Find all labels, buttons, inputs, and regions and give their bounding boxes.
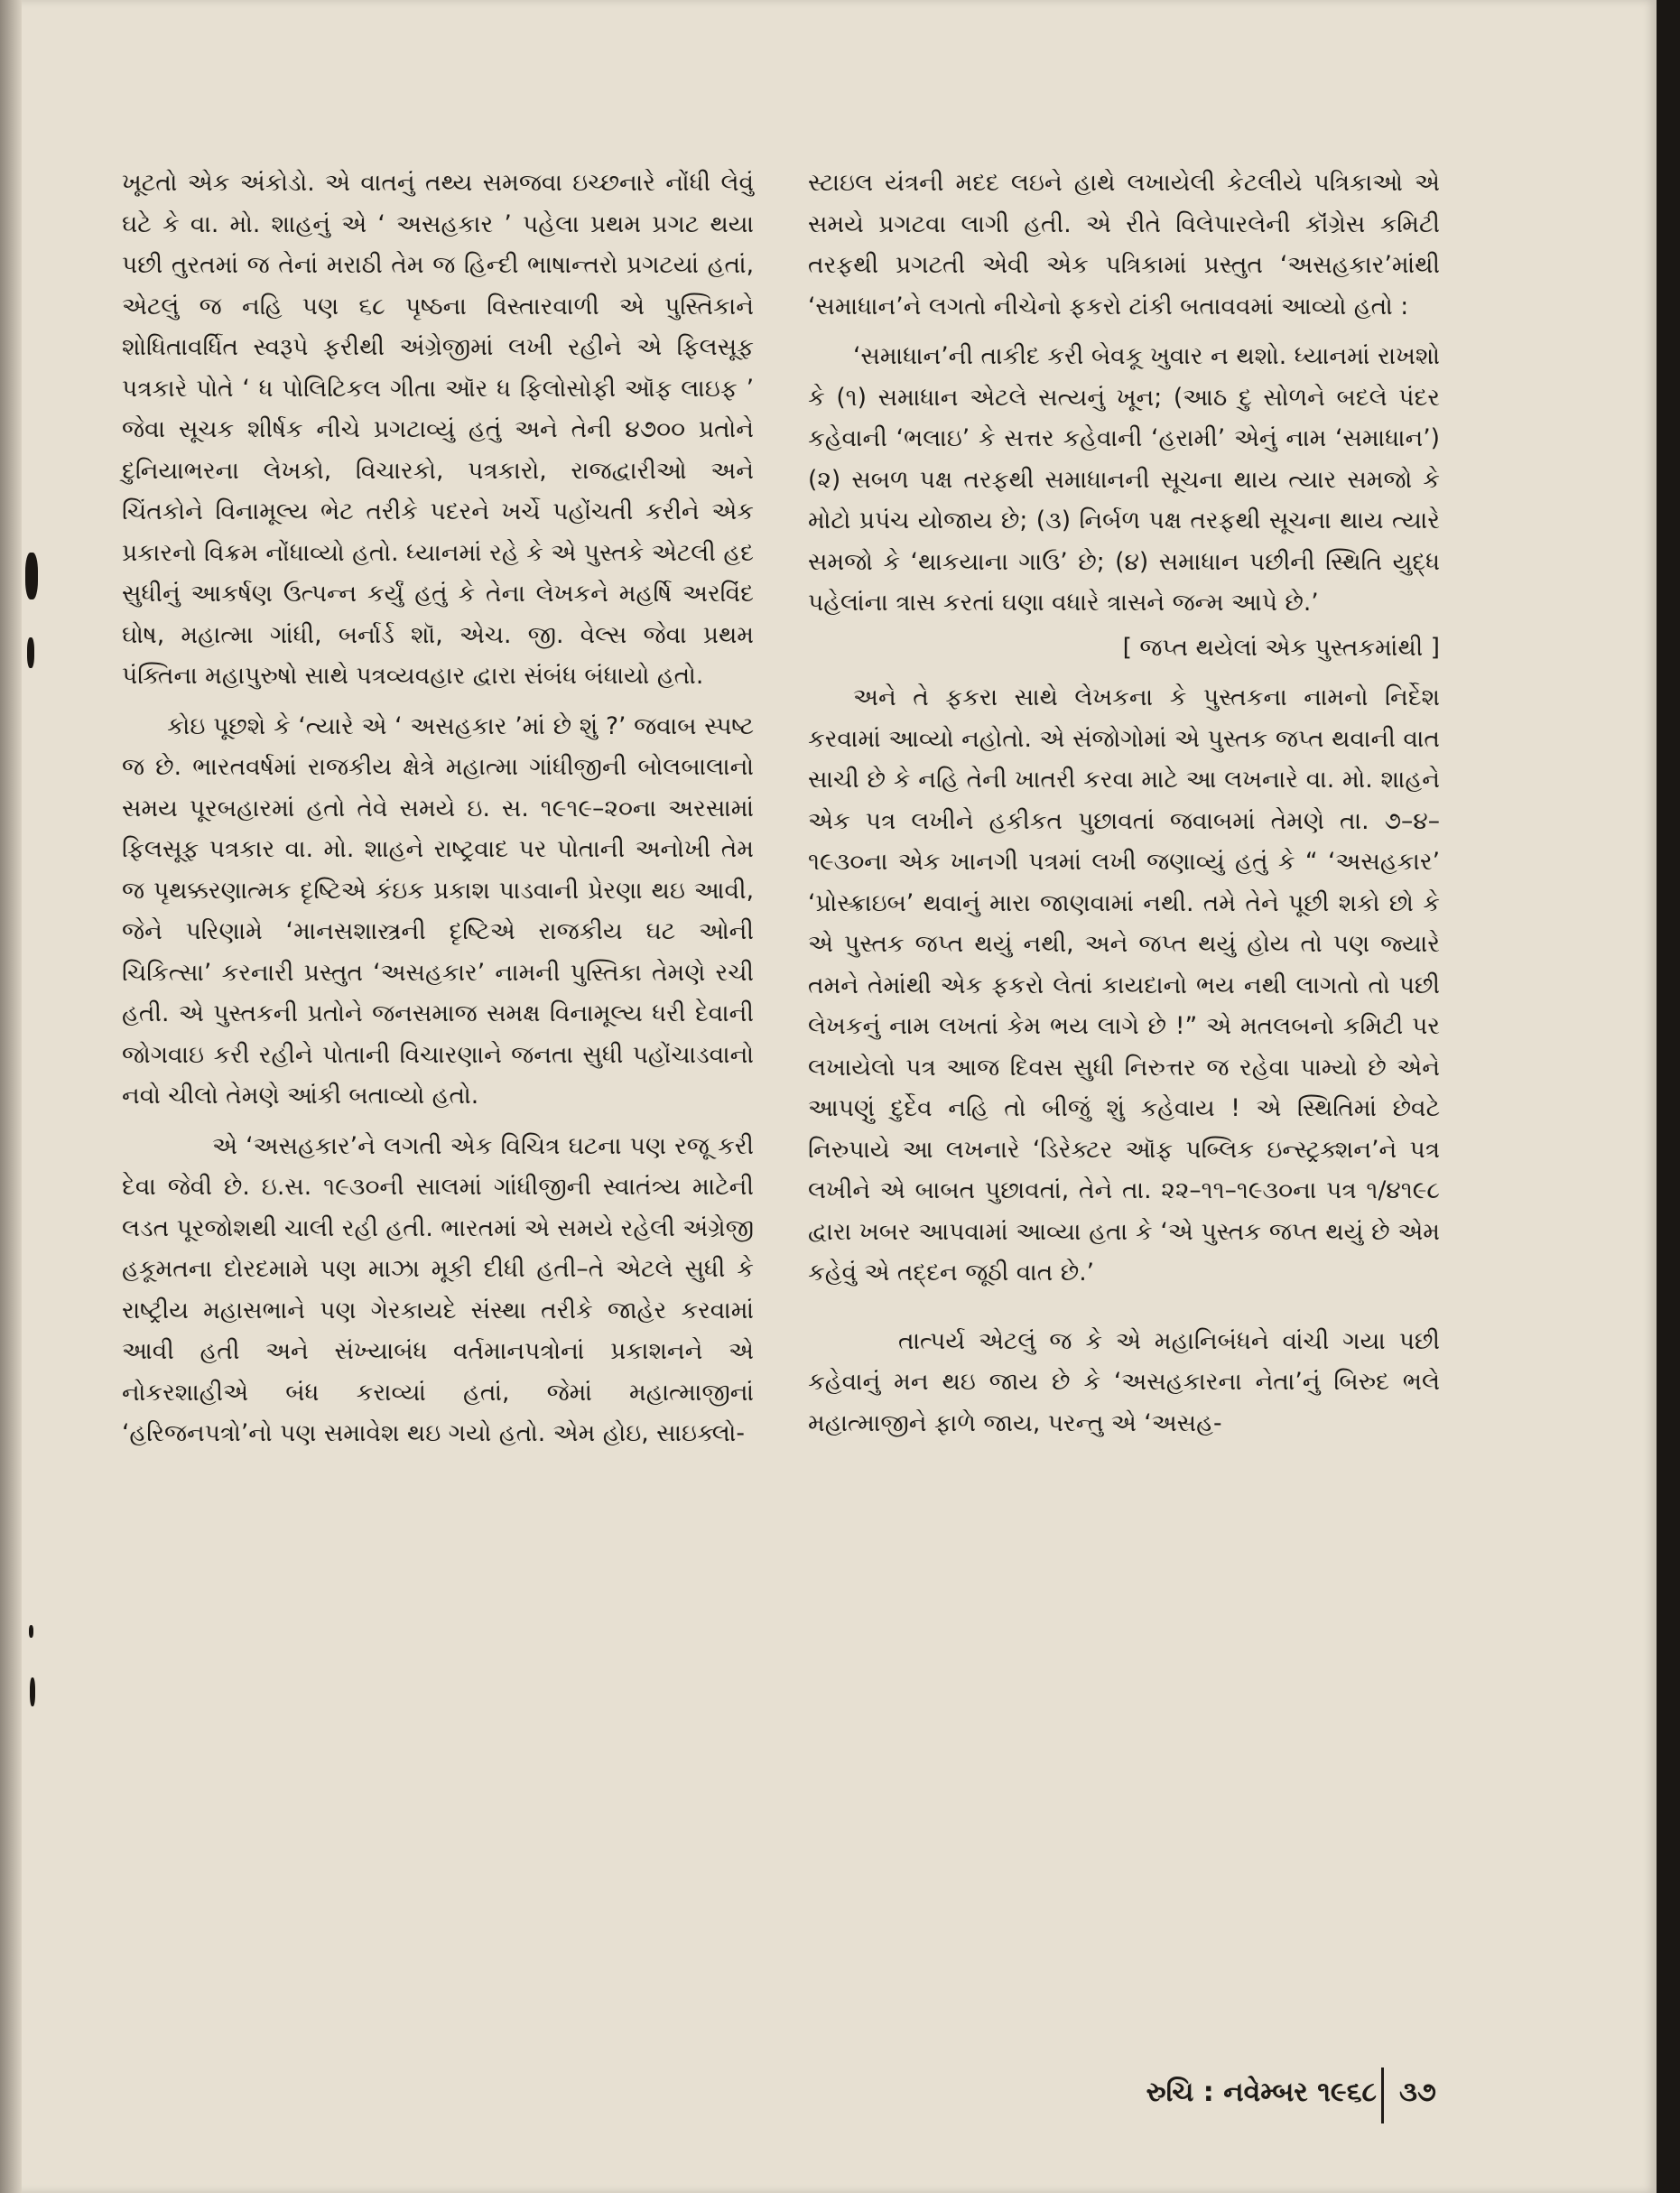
left-text-column [122,163,754,1454]
paragraph: ખૂટતો એક અંકોડો. એ વાતનું તથ્ય સમજવા ઇચ્છનારે નોંધી લેવું ઘટે કે વા. મો. શાહનું એ ‘ અસહકાર ’ પહેલા પ્રથમ પ્રગટ થયા પછી તુરતમાં જ તેનાં મરાઠી તેમ જ હિન્દી ભાષાન્તરો પ્રગટયાં હતાં, એટલું જ નહિ પણ ૬૮ પૃષ્ઠના વિસ્તારવાળી એ પુસ્તિકાને શોધિતાવર્ધિત સ્વરૂપે ફરીથી અંગ્રેજીમાં લખી રહીને એ ફિલસૂફ પત્રકારે પોતે ‘ ધ પોલિટિકલ ગીતા ઑર ધ ફિલોસોફી ઑફ લાઇફ ’ જેવા સૂચક શીર્ષક નીચે પ્રગટાવ્યું હતું અને તેની ૪૭૦૦ પ્રતોને દુનિયાભરના લેખકો, વિચારકો, પત્રકારો, રાજદ્વારીઓ અને ચિંતકોને વિનામૂલ્ય ભેટ તરીકે પદરને ખર્ચે પહોંચતી કરીને એક પ્રકારનો વિક્રમ નોંધાવ્યો હતો. ધ્યાનમાં રહે કે એ પુસ્તકે એટલી હદ સુધીનું આકર્ષણ ઉત્પન્ન કર્યું હતું કે તેના લેખકને મહર્ષિ અરવિંદ ઘોષ, મહાત્મા ગાંધી, બર્નાર્ડ શૉ, એચ. જી. વેલ્સ જેવા પ્રથમ પંક્તિના મહાપુરુષો સાથે પત્રવ્યવહાર દ્વારા સંબંધ બંધાયો હતો. [122,169,754,690]
paragraph: એ ‘અસહકાર’ને લગતી એક વિચિત્ર ઘટના પણ રજૂ કરી દેવા જેવી છે. ઇ.સ. ૧૯૩૦ની સાલમાં ગાંધીજીની સ્વાતંત્ર્ય માટેની લડત પૂરજોશથી ચાલી રહી હતી. ભારતમાં એ સમયે રહેલી અંગ્રેજી હકૂમતના દોરદમામે પણ માઝા મૂકી દીધી હતી–તે એટલે સુધી કે રાષ્ટ્રીય મહાસભાને પણ ગેરકાયદે સંસ્થા તરીકે જાહેર કરવામાં આવી હતી અને સંખ્યાબંધ વર્તમાનપત્રોનાં પ્રકાશનને એ નોકરશાહીએ બંધ કરાવ્યાં હતાં, જેમાં મહાત્માજીનાં ‘હરિજનપત્રો’નો પણ સમાવેશ થઇ ગયો હતો. એમ હોઇ, સાઇક્લો- [122,1131,754,1447]
paragraph: કોઇ પૂછશે કે ‘ત્યારે એ ‘ અસહકાર ’માં છે શું ?’ જવાબ સ્પષ્ટ જ છે. ભારતવર્ષમાં રાજકીય ક્ષેત્રે મહાત્મા ગાંધીજીની બોલબાલાનો સમય પૂરબહારમાં હતો તેવે સમયે ઇ. સ. ૧૯૧૯–૨૦ના અરસામાં ફિલસૂફ પત્રકાર વા. મો. શાહને રાષ્ટ્રવાદ પર પોતાની અનોખી તેમ જ પૃથક્કરણાત્મક દૃષ્ટિએ કંઇક પ્રકાશ પાડવાની પ્રેરણા થઇ આવી, જેને પરિણામે ‘માનસશાસ્ત્રની દૃષ્ટિએ રાજકીય ઘટ ઓની ચિકિત્સા’ કરનારી પ્રસ્તુત ‘અસહકાર’ નામની પુસ્તિકા તેમણે રચી હતી. એ પુસ્તકની પ્રતોને જનસમાજ સમક્ષ વિનામૂલ્ય ધરી દેવાની જોગવાઇ કરી રહીને પોતાની વિચારણાને જનતા સુધી પહોંચાડવાનો નવો ચીલો તેમણે આંકી બતાવ્યો હતો. [122,711,754,1110]
margin-ink-mark [29,1625,33,1638]
footer-divider [1381,2068,1384,2123]
margin-ink-mark [25,553,38,599]
margin-ink-mark [27,637,34,668]
block-quote: ‘સમાધાન’ની તાકીદ કરી બેવકૂ ખુવાર ન થશો. ધ્યાનમાં રાખશો કે (૧) સમાધાન એટલે સત્યનું ખૂન; (આઠ દુ સોળને બદલે પંદર કહેવાની ‘ભલાઇ’ કે સત્તર કહેવાની ‘હરામી’ એનું નામ ‘સમાધાન’) (૨) સબળ પક્ષ તરફથી સમાધાનની સૂચના થાય ત્યાર સમજો કે મોટો પ્રપંચ યોજાય છે; (૩) નિર્બળ પક્ષ તરફથી સૂચના થાય ત્યારે સમજો કે ‘થાકયાના ગાઉ’ છે; (૪) સમાધાન પછીની સ્થિતિ યુદ્ધ પહેલાંના ત્રાસ કરતાં ઘણા વધારે ત્રાસને જન્મ આપે છે.’ [808,342,1440,617]
margin-ink-mark [30,1677,35,1706]
paragraph: તાત્પર્ય એટલું જ કે એ મહાનિબંધને વાંચી ગયા પછી કહેવાનું મન થઇ જાય છે કે ‘અસહકારના નેતા’નું બિરુદ ભલે મહાત્માજીને ફાળે જાય, પરન્તુ એ ‘અસહ- [808,1326,1440,1437]
paragraph: સ્ટાઇલ યંત્રની મદદ લઇને હાથે લખાયેલી કેટલીયે પત્રિકાઓ એ સમયે પ્રગટવા લાગી હતી. એ રીતે વિલેપારલેની કૉંગ્રેસ કમિટી તરફથી પ્રગટતી એવી એક પત્રિકામાં પ્રસ્તુત ‘અસહકાર’માંથી ‘સમાધાન’ને લગતો નીચેનો ફકરો ટાંકી બતાવવમાં આવ્યો હતો : [808,169,1440,321]
quote-source: [ જપ્ત થયેલાં એક પુસ્તકમાંથી ] [1122,633,1440,662]
page-footer [1070,2068,1467,2122]
paragraph: અને તે ફકરા સાથે લેખકના કે પુસ્તકના નામનો નિર્દેશ કરવામાં આવ્યો નહોતો. એ સંજોગોમાં એ પુસ્તક જપ્ત થવાની વાત સાચી છે કે નહિ તેની ખાતરી કરવા માટે આ લખનારે વા. મો. શાહને એક પત્ર લખીને હકીકત પુછાવતાં જવાબમાં તેમણે તા. ૭–૪–૧૯૩૦ના એક ખાનગી પત્રમાં લખી જણાવ્યું હતું કે “ ‘અસહકાર’ ‘પ્રોસ્ક્રાઇબ’ થવાનું મારા જાણવામાં નથી. તમે તેને પૂછી શકો છો કે એ પુસ્તક જપ્ત થયું નથી, અને જપ્ત થયું હોય તો પણ જ્યારે તમને તેમાંથી એક ફકરો લેતાં કાયદાનો ભય નથી લાગતો તો પછી લેખકનું નામ લખતાં કેમ ભય લાગે છે !” એ મતલબનો કમિટી પર લખાયેલો પત્ર આજ દિવસ સુધી નિરુત્તર જ રહેવા પામ્યો છે એને આપણું દુર્દેવ નહિ તો બીજું શું કહેવાય ! એ સ્થિતિમાં છેવટે નિરુપાયે આ લખનારે ‘ડિરેક્ટર ઑફ પબ્લિક ઇન્સ્ટ્રક્શન’ને પત્ર લખીને એ બાબત પુછાવતાં, તેને તા. ૨૨–૧૧–૧૯૩૦ના પત્ર ૧/૪૧૯૮ દ્વારા ખબર આપવામાં આવ્યા હતા કે ‘એ પુસ્તક જપ્ત થયું છે એમ કહેવું એ તદ્દન જૂઠી વાત છે.’ [808,683,1440,1287]
magazine-issue: રુચિ : નવેમ્બર ૧૯૬૮ [1146,2077,1377,2108]
page-number: ૩૭ [1399,2077,1436,2108]
right-text-column [808,163,1440,1444]
page-binding-edge [0,0,22,2193]
